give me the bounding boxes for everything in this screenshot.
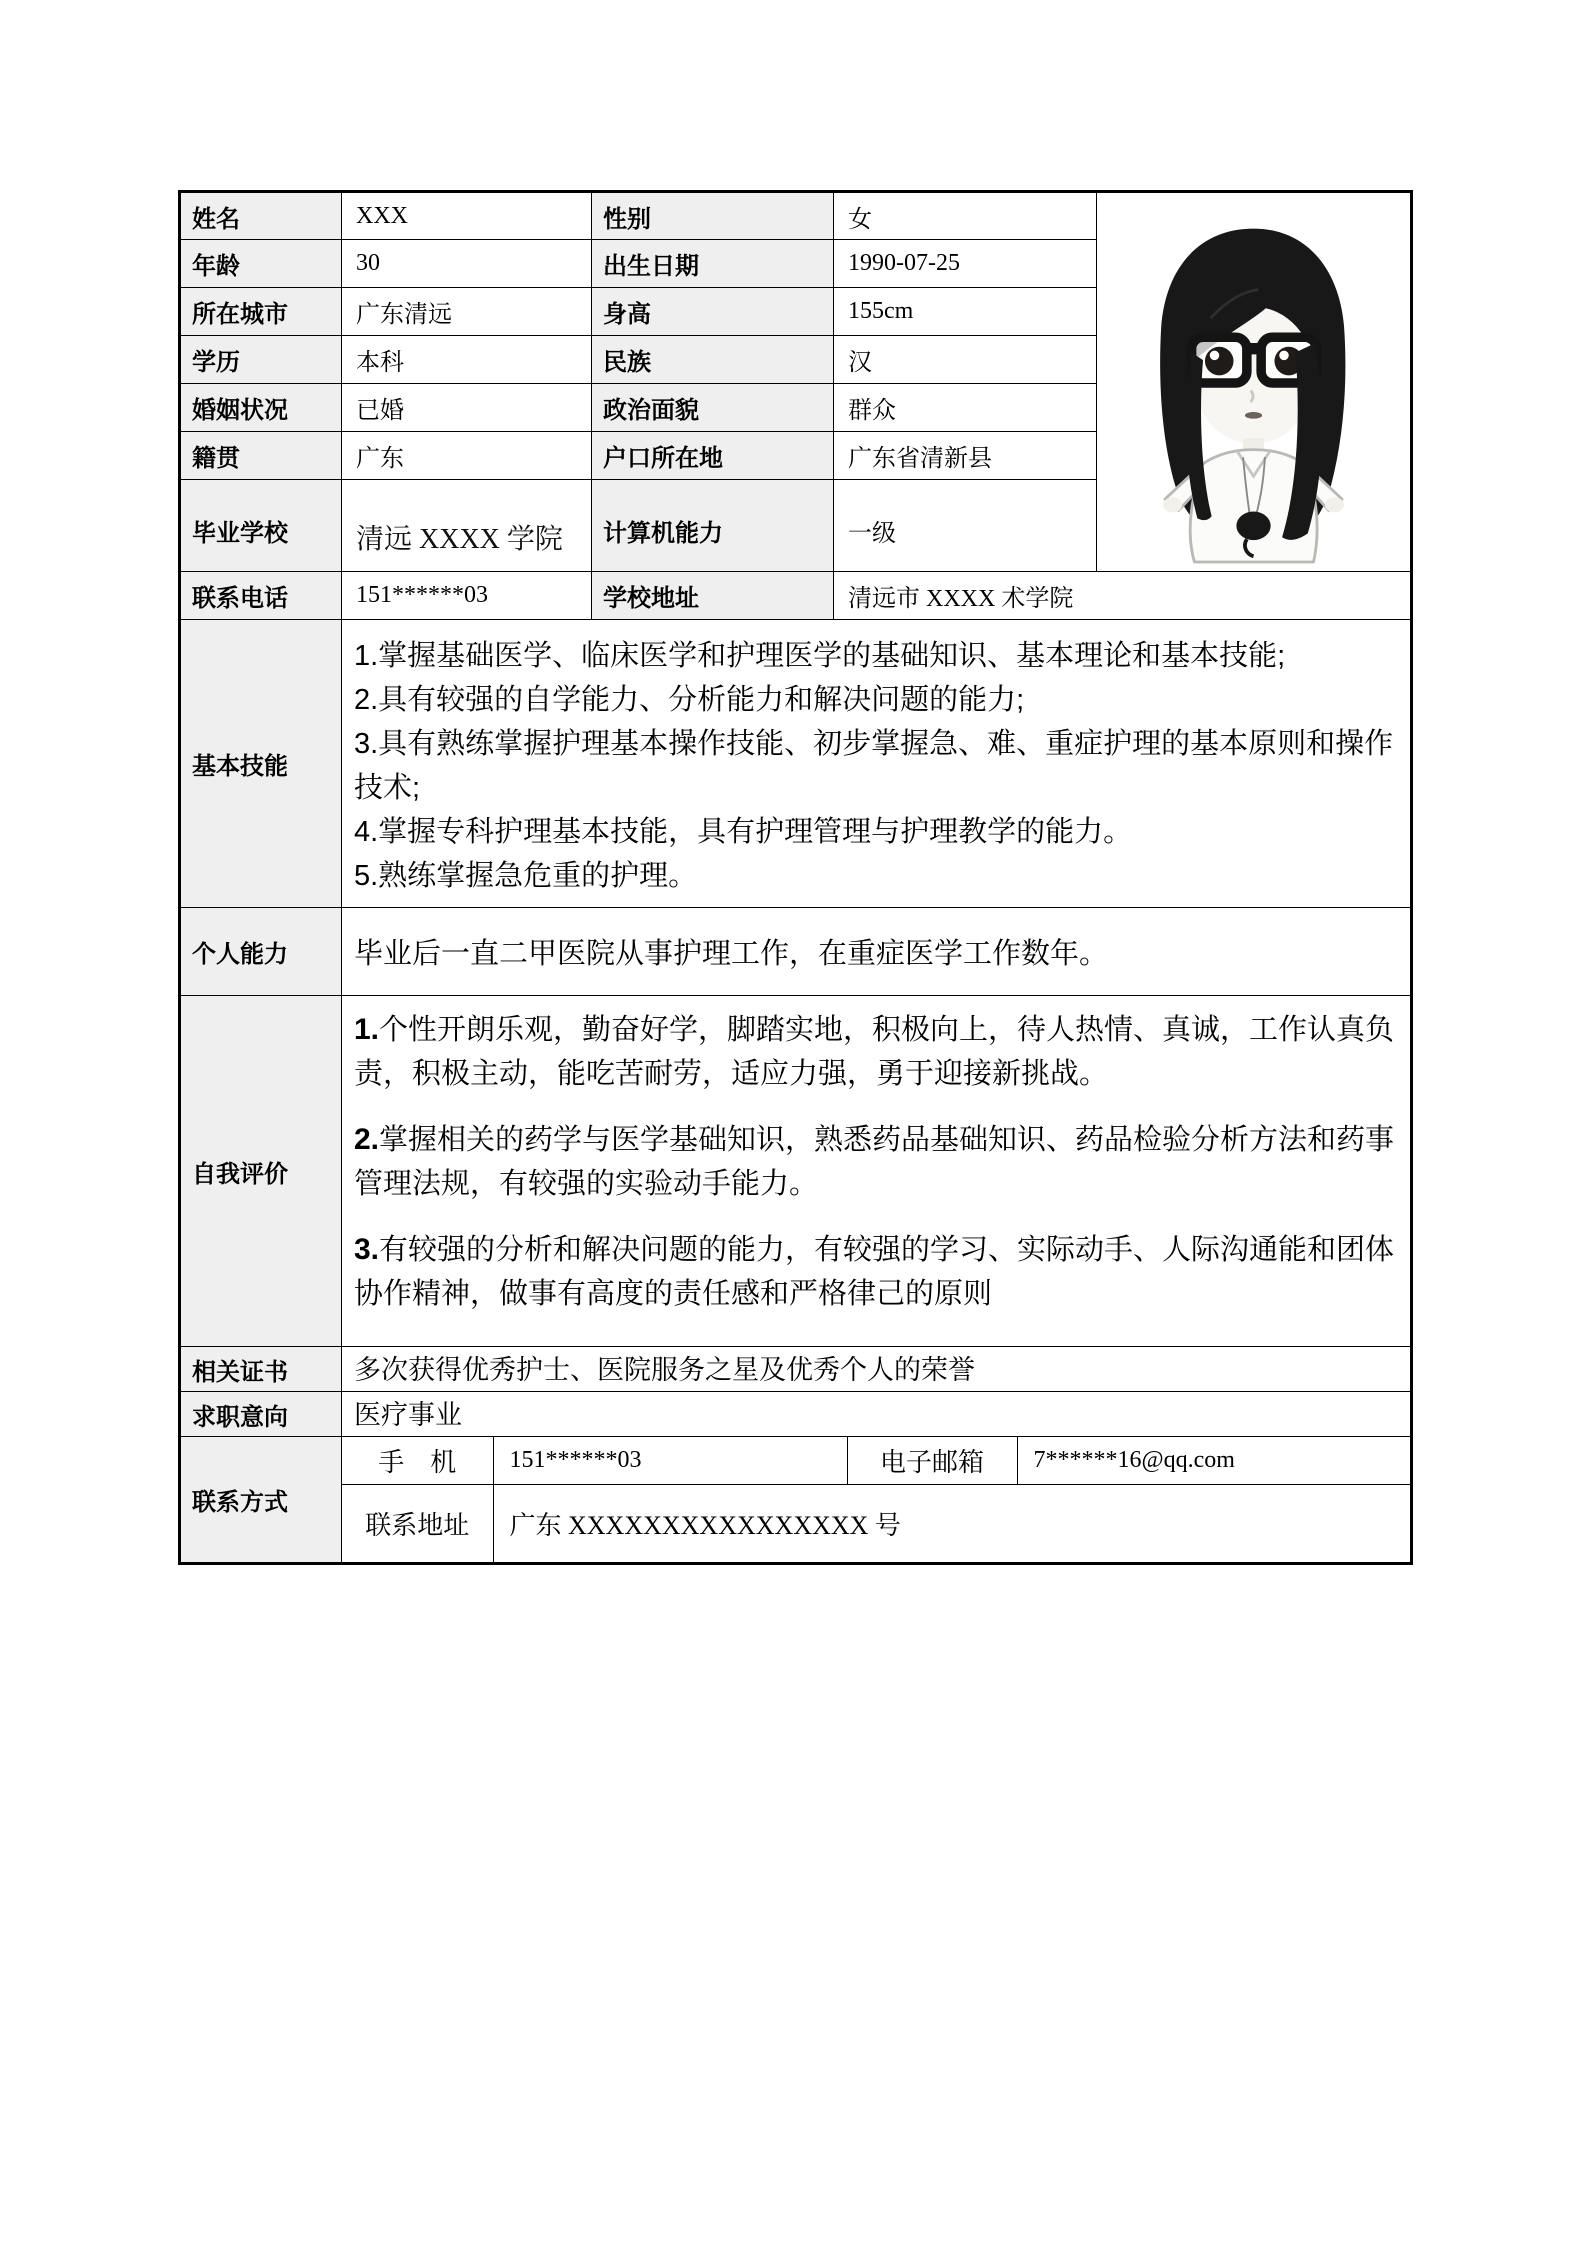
section-label: 自我评价 [180,996,342,1347]
row-value: 女 [834,192,1097,240]
mobile-label: 手 机 [342,1437,493,1484]
contact-subtable [342,1437,1412,1562]
row-label: 学历 [180,336,342,384]
address-label: 联系地址 [342,1484,493,1562]
row-label: 姓名 [180,192,342,240]
email-label: 电子邮箱 [847,1437,1017,1484]
row-value: 广东清远 [342,288,592,336]
section-contact [180,1437,1412,1564]
section-label: 个人能力 [180,908,342,996]
row-value: 1990-07-25 [834,240,1097,288]
section-personal-ability [180,908,1412,996]
row-label: 户口所在地 [592,432,834,480]
section-label: 求职意向 [180,1392,342,1437]
table-row [342,1484,1412,1562]
mobile-value: 151******03 [493,1437,847,1484]
evaluation-paragraph [354,1118,1396,1206]
basic-skills-content [342,620,1412,908]
row-label: 毕业学校 [180,480,342,572]
row-label: 联系电话 [180,572,342,620]
school-address-value: 清远市 XXXX 术学院 [834,572,1412,620]
row-label: 所在城市 [180,288,342,336]
personal-ability-content: 毕业后一直二甲医院从事护理工作，在重症医学工作数年。 [342,908,1412,996]
cartoon-girl-portrait-image [1104,198,1404,566]
paragraph-number: 1. [354,1013,380,1046]
paragraph-text: 掌握相关的药学与医学基础知识，熟悉药品基础知识、药品检验分析方法和药事管理法规，有较强的实验动手能力。 [354,1124,1395,1200]
row-value: 已婚 [342,384,592,432]
row-label: 婚姻状况 [180,384,342,432]
certificates-content: 多次获得优秀护士、医院服务之星及优秀个人的荣誉 [342,1347,1412,1392]
paragraph-number: 3. [354,1233,380,1266]
row-value: 一级 [834,480,1097,572]
row-value: 群众 [834,384,1097,432]
row-label: 学校地址 [592,572,834,620]
row-label: 民族 [592,336,834,384]
section-label: 相关证书 [180,1347,342,1392]
skill-item: 4.掌握专科护理基本技能，具有护理管理与护理教学的能力。 [354,815,1133,848]
skill-item: 1.掌握基础医学、临床医学和护理医学的基础知识、基本理论和基本技能; [354,639,1286,672]
row-value: 广东省清新县 [834,432,1097,480]
email-value: 7******16@qq.com [1017,1437,1412,1484]
section-certificates [180,1347,1412,1392]
skill-item: 5.熟练掌握急危重的护理。 [354,859,698,892]
row-label: 计算机能力 [592,480,834,572]
section-label: 基本技能 [180,620,342,908]
row-value: XXX [342,192,592,240]
section-label: 联系方式 [180,1437,342,1564]
evaluation-paragraph [354,1228,1396,1316]
paragraph-text: 个性开朗乐观，勤奋好学，脚踏实地，积极向上，待人热情、真诚，工作认真负责，积极主动，能吃苦耐劳，适应力强，勇于迎接新挑战。 [354,1014,1395,1090]
resume-table [178,190,1413,1565]
table-row [180,572,1412,620]
job-intention-content: 医疗事业 [342,1392,1412,1437]
paragraph-text: 有较强的分析和解决问题的能力，有较强的学习、实际动手、人际沟通能和团体协作精神，做事有高度的责任感和严格律己的原则 [354,1234,1395,1310]
row-value: 155cm [834,288,1097,336]
section-job-intention [180,1392,1412,1437]
phone-value: 151******03 [342,572,592,620]
section-basic-skills [180,620,1412,908]
skill-item: 3.具有熟练掌握护理基本操作技能、初步掌握急、难、重症护理的基本原则和操作技术; [354,727,1394,804]
row-label: 政治面貌 [592,384,834,432]
table-row [342,1437,1412,1484]
contact-subtable-wrap [342,1437,1412,1564]
portrait-photo [1097,192,1412,572]
row-label: 籍贯 [180,432,342,480]
evaluation-paragraph [354,1008,1396,1096]
row-label: 性别 [592,192,834,240]
table-row [180,192,1412,240]
self-evaluation-content [342,996,1412,1347]
row-value: 本科 [342,336,592,384]
address-value: 广东 XXXXXXXXXXXXXXXX 号 [493,1484,1412,1562]
portrait-illustration [1097,193,1410,571]
row-value: 汉 [834,336,1097,384]
graduate-school-value: 清远 XXXX 学院 [342,480,592,572]
row-label: 出生日期 [592,240,834,288]
skill-item: 2.具有较强的自学能力、分析能力和解决问题的能力; [354,683,1025,716]
row-value: 广东 [342,432,592,480]
row-label: 身高 [592,288,834,336]
row-label: 年龄 [180,240,342,288]
row-value: 30 [342,240,592,288]
paragraph-number: 2. [354,1123,380,1156]
section-self-evaluation [180,996,1412,1347]
